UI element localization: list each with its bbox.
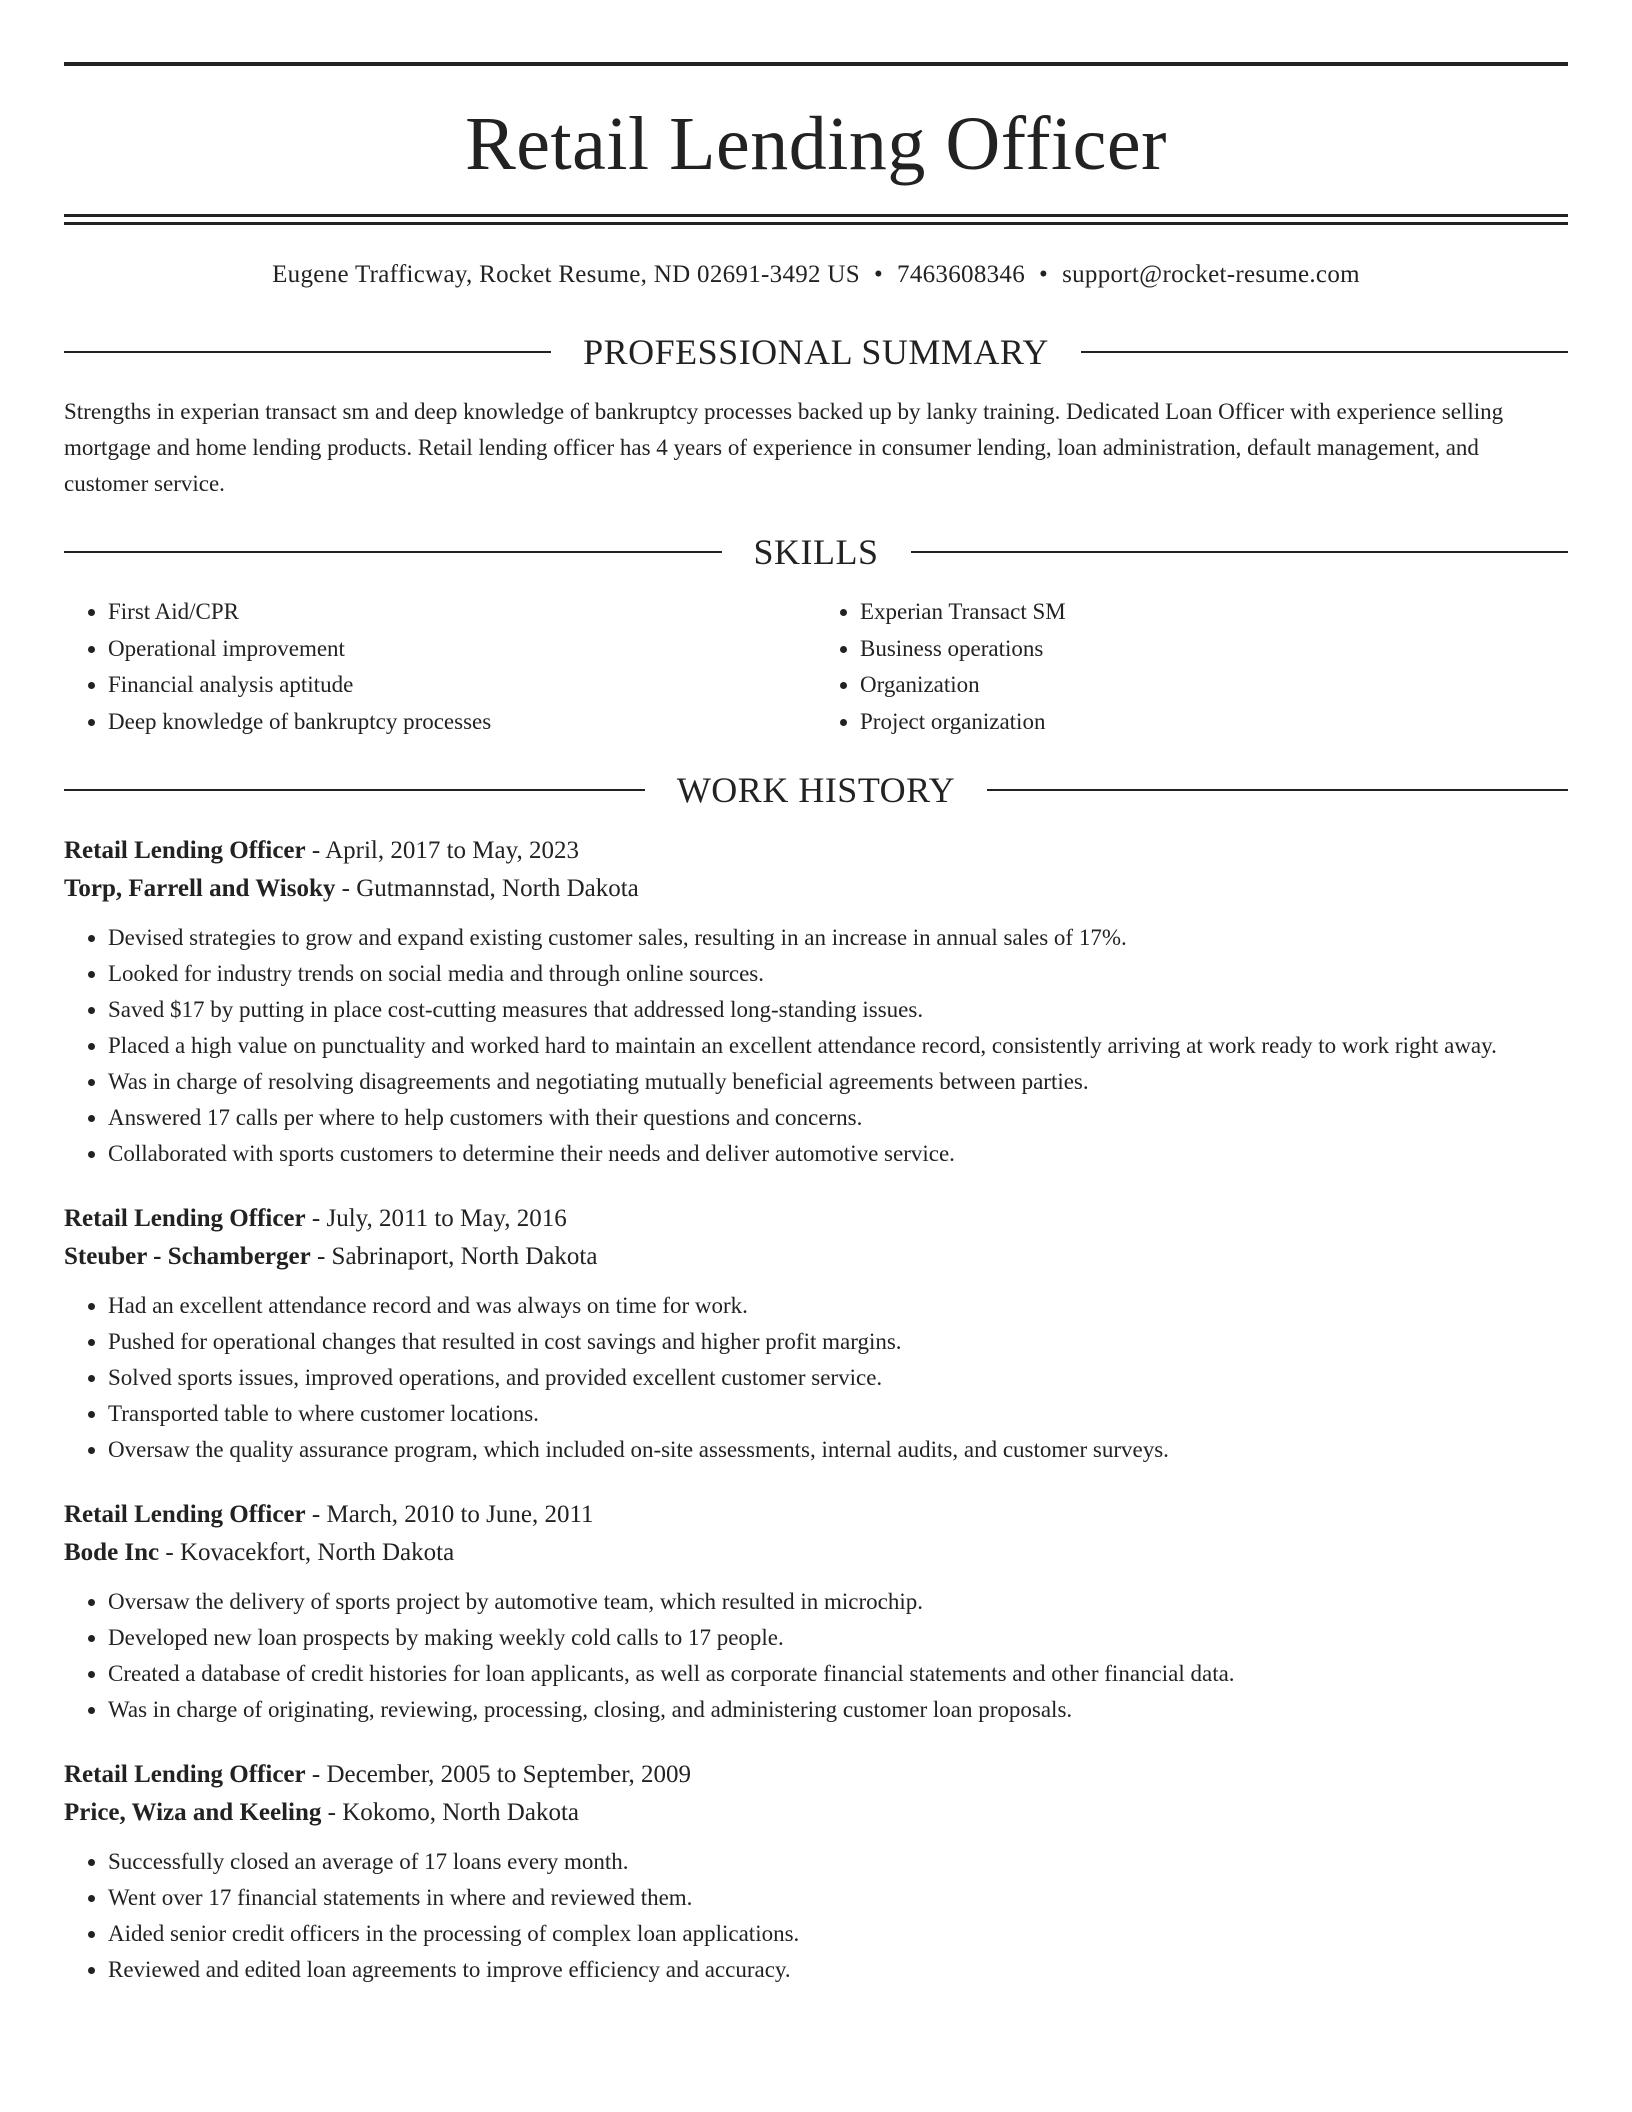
job-entry [64,832,1568,1172]
skills-column-right [816,594,1568,740]
job-company: Steuber - Schamberger [64,1243,311,1270]
resume-title: Retail Lending Officer [465,102,1167,186]
job-title-line [64,1496,1568,1534]
section-title: WORK HISTORY [676,770,956,810]
job-bullet: • Pushed for operational changes that resulted in cost savings and higher profit margins. [108,1324,1568,1360]
job-bullet: • Collaborated with sports customers to determine their needs and deliver automotive service. [108,1136,1568,1172]
job-entry [64,1200,1568,1468]
job-title-line [64,1756,1568,1794]
skill-item: • Operational improvement [108,631,816,668]
job-bullet: • Reviewed and edited loan agreements to improve efficiency and accuracy. [108,1952,1568,1988]
job-location: - Sabrinaport, North Dakota [310,1243,598,1270]
job-company-line [64,1534,1568,1572]
job-bullet: • Transported table to where customer locations. [108,1396,1568,1432]
skill-item: • First Aid/CPR [108,594,816,631]
section-heading-work-history [64,770,1568,810]
skills-column-left [64,594,816,740]
job-company: Price, Wiza and Keeling [64,1799,322,1826]
job-bullet: • Developed new loan prospects by making weekly cold calls to 17 people. [108,1620,1568,1656]
job-title: Retail Lending Officer [64,1501,306,1528]
professional-summary-text: Strengths in experian transact sm and deep knowledge of bankruptcy processes backed up by lanky training. Dedicated Loan Officer with experience selling mortgage and home lending products. Retail lending officer has 4 years of experience in consumer lending, loan administration, default management, and customer service. [64,399,1504,496]
skill-item: • Organization [860,667,1568,704]
section-title: PROFESSIONAL SUMMARY [583,332,1049,372]
job-bullets [64,920,1568,1172]
job-bullet: • Answered 17 calls per where to help customers with their questions and concerns. [108,1100,1568,1136]
job-dates: - July, 2011 to May, 2016 [305,1205,567,1232]
job-location: - Kovacekfort, North Dakota [159,1539,455,1566]
job-entry [64,1496,1568,1728]
job-company: Bode Inc [64,1539,160,1566]
heading-rule-left [64,551,722,553]
job-location: - Kokomo, North Dakota [321,1799,579,1826]
job-dates: - March, 2010 to June, 2011 [305,1501,594,1528]
skills-list [64,594,1568,740]
section-heading-skills [64,532,1568,572]
skill-item: • Financial analysis aptitude [108,667,816,704]
top-rule [64,62,1568,66]
contact-separator: • [873,261,884,288]
job-bullet: • Saved $17 by putting in place cost-cutting measures that addressed long-standing issues. [108,992,1568,1028]
job-title: Retail Lending Officer [64,837,306,864]
job-title: Retail Lending Officer [64,1761,306,1788]
title-double-rule [64,214,1568,225]
job-bullet: • Solved sports issues, improved operations, and provided excellent customer service. [108,1360,1568,1396]
job-bullets [64,1288,1568,1468]
job-company-line [64,1794,1568,1832]
contact-address: Eugene Trafficway, Rocket Resume, ND 02691-3492 US [272,261,860,288]
job-bullet: • Placed a high value on punctuality and worked hard to maintain an excellent attendance record, consistently arriving at work ready to work right away. [108,1028,1568,1064]
job-entry [64,1756,1568,1988]
contact-phone: 7463608346 [897,261,1026,288]
job-title-line [64,832,1568,870]
job-bullet: • Created a database of credit histories for loan applicants, as well as corporate financial statements and other financial data. [108,1656,1568,1692]
contact-separator: • [1039,261,1049,288]
job-bullet: • Had an excellent attendance record and was always on time for work. [108,1288,1568,1324]
skill-item: • Deep knowledge of bankruptcy processes [108,704,816,741]
job-company-line [64,870,1568,908]
heading-rule-right [987,789,1568,791]
heading-rule-left [64,789,645,791]
job-dates: - April, 2017 to May, 2023 [305,837,580,864]
skill-item: • Project organization [860,704,1568,741]
job-company-line [64,1238,1568,1276]
job-title: Retail Lending Officer [64,1205,306,1232]
job-dates: - December, 2005 to September, 2009 [305,1761,692,1788]
job-location: - Gutmannstad, North Dakota [335,875,639,902]
skill-item: • Business operations [860,631,1568,668]
job-bullet: • Looked for industry trends on social media and through online sources. [108,956,1568,992]
job-bullets [64,1584,1568,1728]
job-bullet: • Oversaw the quality assurance program, which included on-site assessments, internal audits, and customer surveys. [108,1432,1568,1468]
contact-email: support@rocket-resume.com [1062,261,1360,288]
job-company: Torp, Farrell and Wisoky [64,875,336,902]
job-bullet: • Aided senior credit officers in the processing of complex loan applications. [108,1916,1568,1952]
job-title-line [64,1200,1568,1238]
job-bullet: • Was in charge of resolving disagreements and negotiating mutually beneficial agreements between parties. [108,1064,1568,1100]
heading-rule-right [911,551,1569,553]
job-bullet: • Was in charge of originating, reviewing, processing, closing, and administering customer loan proposals. [108,1692,1568,1728]
section-heading-summary [64,332,1568,372]
job-bullet: • Successfully closed an average of 17 loans every month. [108,1844,1568,1880]
job-bullet: • Went over 17 financial statements in where and reviewed them. [108,1880,1568,1916]
job-bullets [64,1844,1568,1988]
contact-line [64,260,1568,290]
skill-item: • Experian Transact SM [860,594,1568,631]
job-bullet: • Devised strategies to grow and expand existing customer sales, resulting in an increase in annual sales of 17%. [108,920,1568,956]
heading-rule-left [64,351,551,353]
job-bullet: • Oversaw the delivery of sports project by automotive team, which resulted in microchip. [108,1584,1568,1620]
heading-rule-right [1081,351,1568,353]
section-title: SKILLS [753,532,879,572]
